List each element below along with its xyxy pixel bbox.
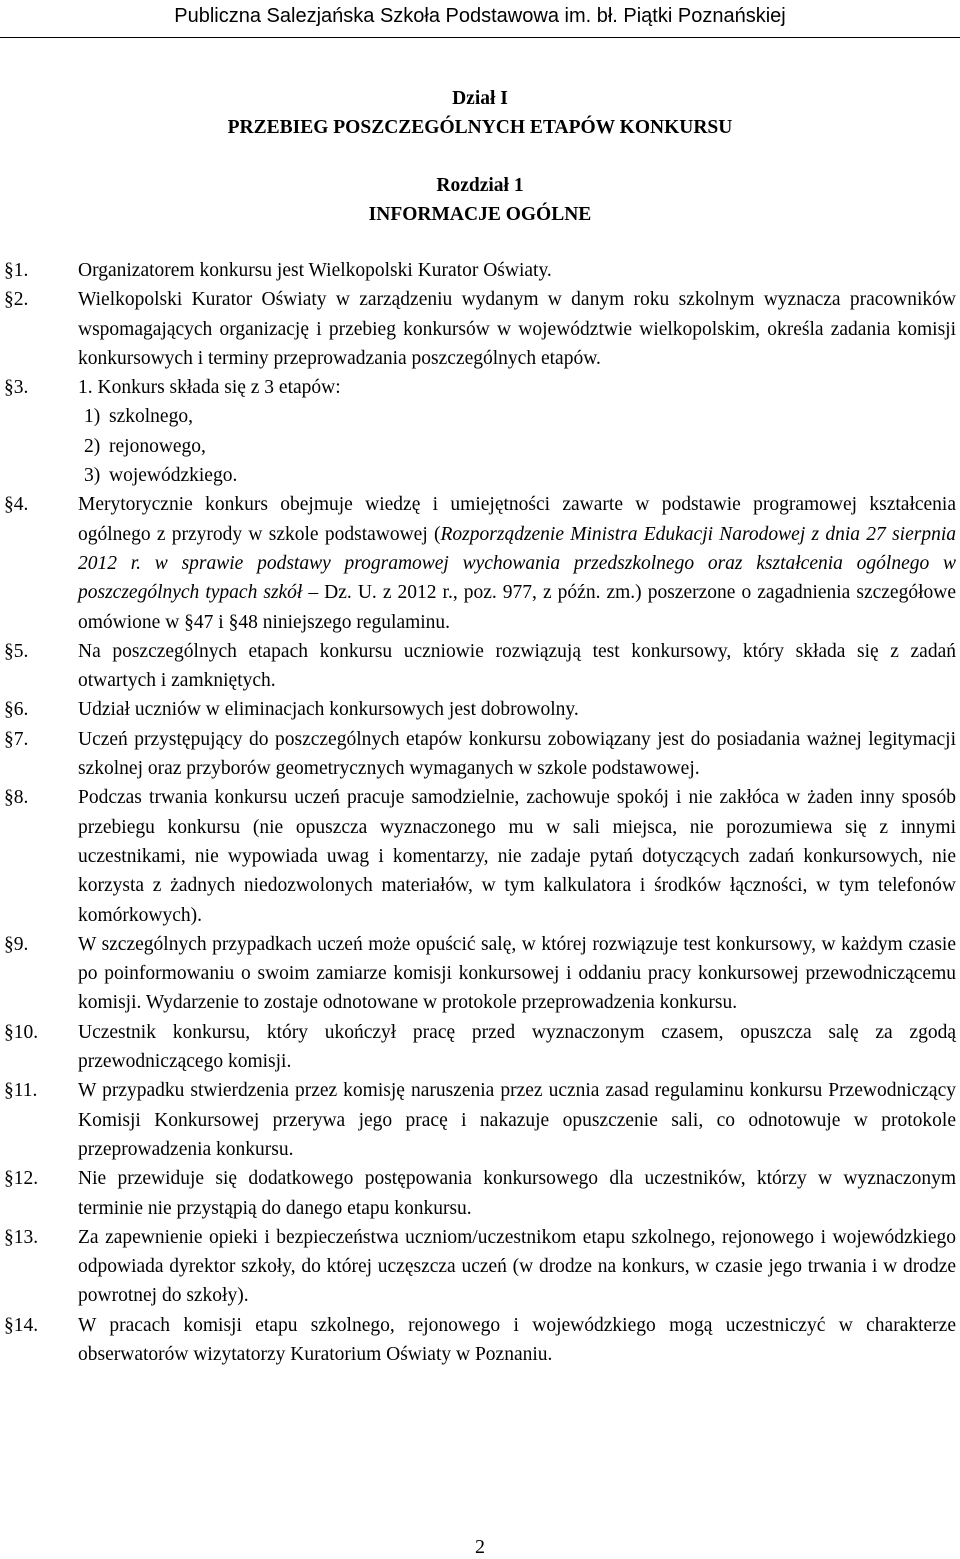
list-item-number: 2) <box>84 435 101 457</box>
list-item-number: 3) <box>84 465 101 487</box>
list-item-text: wojewódzkiego. <box>109 465 238 487</box>
paragraph-text: Za zapewnienie opieki i bezpieczeństwa uczniom/uczestnikom etapu szkolnego, rejonowego i wojewódzkiego odpowiada dyrektor szkoły, do której uczęszcza uczeń (w drodze na konkurs, w czasie jego trwania i w drodze powrotnej do szkoły). <box>78 1226 956 1307</box>
dzial-label: Dział I <box>452 88 508 109</box>
section-heading <box>0 84 960 143</box>
rozdzial-label: Rozdział 1 <box>436 175 524 196</box>
paragraph-text: 1. Konkurs składa się z 3 etapów: <box>78 377 341 399</box>
regulation-body <box>0 256 956 1369</box>
paragraph-text: Udział uczniów w eliminacjach konkursowych jest dobrowolny. <box>78 699 579 721</box>
list-item-text: rejonowego, <box>109 435 206 457</box>
list-item-text: szkolnego, <box>109 406 193 428</box>
paragraph-number: §12. <box>4 1168 39 1190</box>
paragraph-14 <box>0 1311 956 1370</box>
list-item <box>78 461 956 490</box>
paragraph-7 <box>0 725 956 784</box>
paragraph-12 <box>0 1164 956 1223</box>
paragraph-number: §6. <box>4 699 29 721</box>
paragraph-5 <box>0 637 956 696</box>
paragraph-text: Podczas trwania konkursu uczeń pracuje samodzielnie, zachowuje spokój i nie zakłóca w żaden inny sposób przebiegu konkursu (nie opuszcza wyznaczonego mu w sali miejsca, nie porozumiewa się z innymi uczestnikami, nie wypowiada uwag i komentarzy, nie zadaje pytań dotyczących zadań konkursowych, nie korzysta z żadnych niedozwolonych materiałów, w tym kalkulatora i środków łączności, w tym telefonów komórkowych). <box>78 787 956 926</box>
paragraph-number: §11. <box>4 1080 38 1102</box>
paragraph-text: Uczeń przystępujący do poszczególnych etapów konkursu zobowiązany jest do posiadania ważnej legitymacji szkolnej oraz przyborów geometrycznych wymaganych w szkole podstawowej. <box>78 728 956 780</box>
paragraph-number: §4. <box>4 494 29 516</box>
paragraph-8 <box>0 783 956 929</box>
paragraph-number: §2. <box>4 289 29 311</box>
chapter-heading <box>0 171 960 230</box>
list-item <box>78 402 956 431</box>
running-header: Publiczna Salezjańska Szkoła Podstawowa im. bł. Piątki Poznańskiej <box>174 5 786 27</box>
paragraph-text: W przypadku stwierdzenia przez komisję naruszenia przez ucznia zasad regulaminu konkursu Przewodniczący Komisji Konkursowej przerywa jego pracę i nakazuje opuszczenie sali, co odnotowuje w protokole przeprowadzenia konkursu. <box>78 1080 956 1160</box>
paragraph-number: §10. <box>4 1021 39 1043</box>
dzial-title: PRZEBIEG POSZCZEGÓLNYCH ETAPÓW KONKURSU <box>227 117 733 139</box>
paragraph-3 <box>0 373 956 490</box>
paragraph-text <box>78 490 956 636</box>
regulation-citation: Rozporządzenie Ministra Edukacji Narodowej z dnia 27 sierpnia 2012 r. w sprawie podstawy programowej wychowania przedszkolnego oraz kształcenia ogólnego w poszczególnych typach szkół <box>78 523 956 604</box>
paragraph-number: §13. <box>4 1226 39 1248</box>
paragraph-text: Na poszczególnych etapach konkursu uczniowie rozwiązują test konkursowy, który składa się z zadań otwartych i zamkniętych. <box>78 640 956 692</box>
paragraph-11 <box>0 1076 956 1164</box>
paragraph-9 <box>0 930 956 1018</box>
paragraph-number: §9. <box>4 933 29 955</box>
text-segment: Merytorycznie konkurs obejmuje wiedzę i umiejętności zawarte w podstawie programowej kształcenia ogólnego z przyrody w szkole podstawowej ( <box>78 494 956 545</box>
paragraph-6 <box>0 695 956 724</box>
paragraph-number: §3. <box>4 377 29 399</box>
rozdzial-title: INFORMACJE OGÓLNE <box>368 204 592 226</box>
paragraph-2 <box>0 285 956 373</box>
page-number: 2 <box>475 1536 485 1558</box>
list-item <box>78 432 956 461</box>
paragraph-1 <box>0 256 956 285</box>
header-divider <box>0 37 960 38</box>
paragraph-4 <box>0 490 956 636</box>
paragraph-number: §7. <box>4 728 29 750</box>
paragraph-text: W pracach komisji etapu szkolnego, rejonowego i wojewódzkiego mogą uczestniczyć w charakterze obserwatorów wizytatorzy Kuratorium Oświaty w Poznaniu. <box>78 1314 956 1365</box>
paragraph-number: §14. <box>4 1314 39 1336</box>
text-segment: – Dz. U. z 2012 r., poz. 977, z późn. zm.) poszerzone o zagadnienia szczegółowe omówione w §47 i §48 niniejszego regulaminu. <box>78 582 956 633</box>
list-item-number: 1) <box>84 406 101 428</box>
paragraph-text: Nie przewiduje się dodatkowego postępowania konkursowego dla uczestników, którzy w wyznaczonym terminie nie przystąpią do danego etapu konkursu. <box>78 1168 956 1219</box>
paragraph-text: Wielkopolski Kurator Oświaty w zarządzeniu wydanym w danym roku szkolnym wyznacza pracowników wspomagających organizację i przebieg konkursów w województwie wielkopolskim, określa zadania komisji konkursowych i terminy przeprowadzania poszczególnych etapów. <box>78 289 956 369</box>
paragraph-number: §1. <box>4 260 29 281</box>
paragraph-text: W szczególnych przypadkach uczeń może opuścić salę, w której rozwiązuje test konkursowy, w każdym czasie po poinformowaniu o swoim zamiarze komisji konkursowej i oddaniu pracy konkursowej przewodniczącemu komisji. Wydarzenie to zostaje odnotowane w protokole przeprowadzenia konkursu. <box>78 933 956 1014</box>
paragraph-text: Uczestnik konkursu, który ukończył pracę przed wyznaczonym czasem, opuszcza salę za zgodą przewodniczącego komisji. <box>78 1021 956 1073</box>
paragraph-10 <box>0 1018 956 1077</box>
paragraph-13 <box>0 1223 956 1311</box>
paragraph-number: §5. <box>4 640 29 662</box>
paragraph-text: Organizatorem konkursu jest Wielkopolski Kurator Oświaty. <box>78 260 552 281</box>
paragraph-number: §8. <box>4 787 29 809</box>
